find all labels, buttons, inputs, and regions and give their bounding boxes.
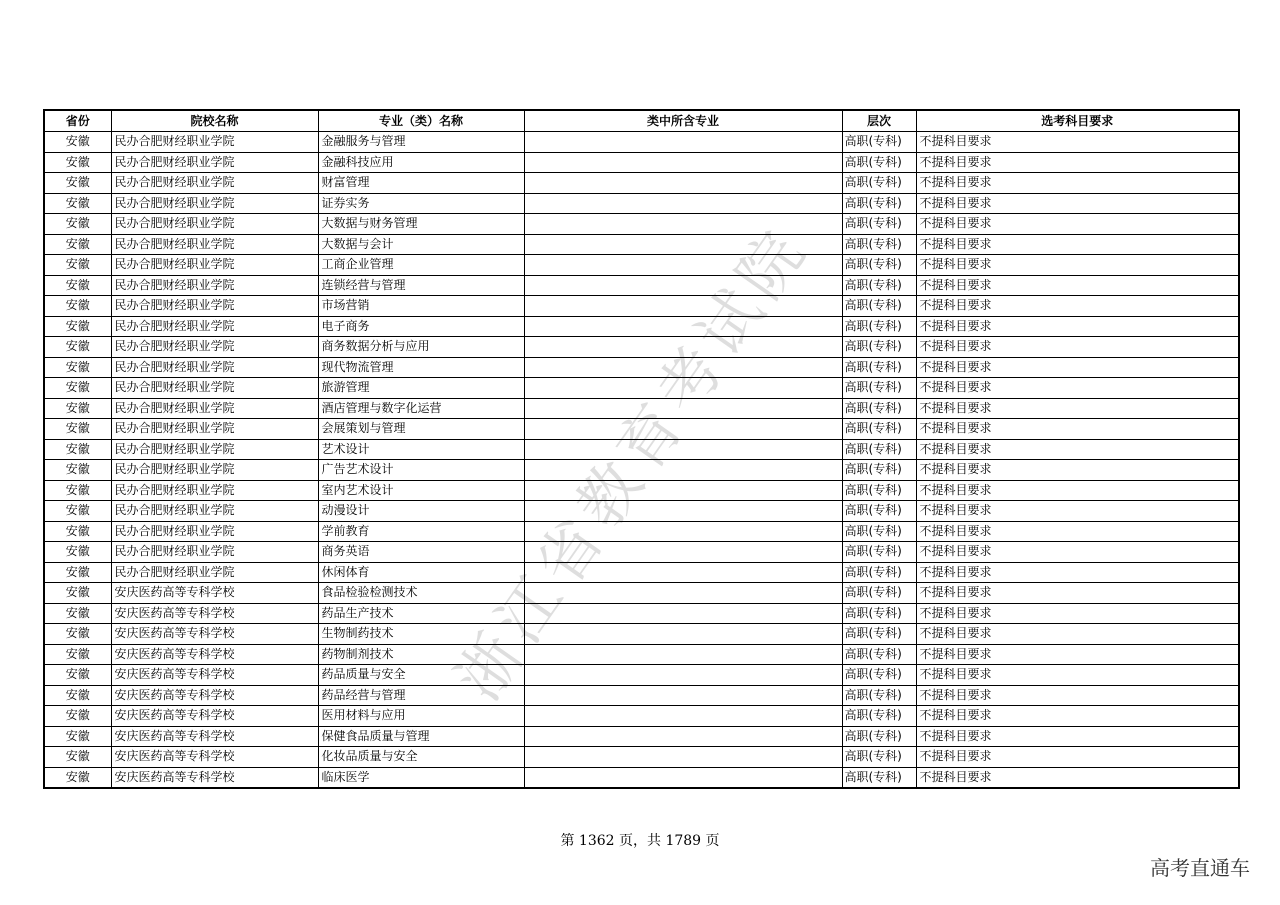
cell-school-name: 民办合肥财经职业学院 — [111, 173, 318, 194]
cell-major-name: 财富管理 — [318, 173, 524, 194]
cell-subject-requirements: 不提科目要求 — [916, 316, 1239, 337]
cell-included-majors — [524, 501, 842, 522]
cell-school-name: 民办合肥财经职业学院 — [111, 521, 318, 542]
page-number: 第 1362 页，共 1789 页 — [560, 833, 720, 849]
cell-province: 安徽 — [44, 378, 111, 399]
table-row — [44, 480, 1239, 501]
cell-subject-requirements: 不提科目要求 — [916, 603, 1239, 624]
cell-major-name: 商务英语 — [318, 542, 524, 563]
cell-school-name: 民办合肥财经职业学院 — [111, 214, 318, 235]
cell-major-name: 金融科技应用 — [318, 152, 524, 173]
cell-province: 安徽 — [44, 357, 111, 378]
table-row — [44, 337, 1239, 358]
cell-major-name: 商务数据分析与应用 — [318, 337, 524, 358]
cell-level: 高职(专科) — [842, 583, 916, 604]
cell-included-majors — [524, 603, 842, 624]
cell-level: 高职(专科) — [842, 706, 916, 727]
cell-included-majors — [524, 214, 842, 235]
header-province: 省份 — [44, 110, 111, 132]
cell-included-majors — [524, 337, 842, 358]
cell-level: 高职(专科) — [842, 419, 916, 440]
cell-subject-requirements: 不提科目要求 — [916, 214, 1239, 235]
cell-school-name: 民办合肥财经职业学院 — [111, 193, 318, 214]
table-row — [44, 439, 1239, 460]
cell-school-name: 民办合肥财经职业学院 — [111, 419, 318, 440]
cell-school-name: 安庆医药高等专科学校 — [111, 665, 318, 686]
table-row — [44, 685, 1239, 706]
cell-level: 高职(专科) — [842, 726, 916, 747]
table-row — [44, 173, 1239, 194]
cell-school-name: 民办合肥财经职业学院 — [111, 234, 318, 255]
cell-level: 高职(专科) — [842, 337, 916, 358]
table-row — [44, 542, 1239, 563]
cell-subject-requirements: 不提科目要求 — [916, 378, 1239, 399]
table-row — [44, 521, 1239, 542]
table-row — [44, 152, 1239, 173]
cell-included-majors — [524, 562, 842, 583]
cell-province: 安徽 — [44, 152, 111, 173]
cell-school-name: 民办合肥财经职业学院 — [111, 562, 318, 583]
cell-level: 高职(专科) — [842, 214, 916, 235]
cell-province: 安徽 — [44, 767, 111, 788]
cell-major-name: 艺术设计 — [318, 439, 524, 460]
cell-major-name: 学前教育 — [318, 521, 524, 542]
table-row — [44, 624, 1239, 645]
cell-school-name: 安庆医药高等专科学校 — [111, 624, 318, 645]
table-row — [44, 234, 1239, 255]
cell-level: 高职(专科) — [842, 357, 916, 378]
table-row — [44, 255, 1239, 276]
cell-school-name: 民办合肥财经职业学院 — [111, 480, 318, 501]
cell-subject-requirements: 不提科目要求 — [916, 624, 1239, 645]
cell-included-majors — [524, 726, 842, 747]
cell-subject-requirements: 不提科目要求 — [916, 706, 1239, 727]
cell-major-name: 连锁经营与管理 — [318, 275, 524, 296]
table-row — [44, 357, 1239, 378]
header-included-majors: 类中所含专业 — [524, 110, 842, 132]
cell-major-name: 药品生产技术 — [318, 603, 524, 624]
cell-major-name: 市场营销 — [318, 296, 524, 317]
cell-level: 高职(专科) — [842, 521, 916, 542]
cell-school-name: 安庆医药高等专科学校 — [111, 644, 318, 665]
cell-major-name: 酒店管理与数字化运营 — [318, 398, 524, 419]
table-row — [44, 706, 1239, 727]
cell-subject-requirements: 不提科目要求 — [916, 398, 1239, 419]
cell-school-name: 安庆医药高等专科学校 — [111, 767, 318, 788]
table-row — [44, 747, 1239, 768]
cell-subject-requirements: 不提科目要求 — [916, 152, 1239, 173]
cell-level: 高职(专科) — [842, 132, 916, 153]
cell-province: 安徽 — [44, 193, 111, 214]
cell-province: 安徽 — [44, 583, 111, 604]
cell-subject-requirements: 不提科目要求 — [916, 726, 1239, 747]
cell-major-name: 金融服务与管理 — [318, 132, 524, 153]
cell-level: 高职(专科) — [842, 173, 916, 194]
cell-level: 高职(专科) — [842, 316, 916, 337]
table-row — [44, 296, 1239, 317]
cell-level: 高职(专科) — [842, 747, 916, 768]
table-row — [44, 316, 1239, 337]
cell-major-name: 休闲体育 — [318, 562, 524, 583]
cell-school-name: 安庆医药高等专科学校 — [111, 603, 318, 624]
table-row — [44, 767, 1239, 788]
cell-subject-requirements: 不提科目要求 — [916, 173, 1239, 194]
table-row — [44, 214, 1239, 235]
cell-province: 安徽 — [44, 275, 111, 296]
cell-included-majors — [524, 542, 842, 563]
cell-included-majors — [524, 644, 842, 665]
cell-included-majors — [524, 460, 842, 481]
cell-subject-requirements: 不提科目要求 — [916, 193, 1239, 214]
cell-subject-requirements: 不提科目要求 — [916, 542, 1239, 563]
cell-school-name: 民办合肥财经职业学院 — [111, 378, 318, 399]
cell-level: 高职(专科) — [842, 378, 916, 399]
cell-major-name: 药品经营与管理 — [318, 685, 524, 706]
cell-province: 安徽 — [44, 542, 111, 563]
cell-subject-requirements: 不提科目要求 — [916, 419, 1239, 440]
cell-major-name: 广告艺术设计 — [318, 460, 524, 481]
cell-major-name: 医用材料与应用 — [318, 706, 524, 727]
cell-province: 安徽 — [44, 398, 111, 419]
cell-province: 安徽 — [44, 234, 111, 255]
table-row — [44, 603, 1239, 624]
cell-province: 安徽 — [44, 173, 111, 194]
cell-subject-requirements: 不提科目要求 — [916, 501, 1239, 522]
table-row — [44, 132, 1239, 153]
cell-province: 安徽 — [44, 316, 111, 337]
cell-level: 高职(专科) — [842, 501, 916, 522]
cell-major-name: 工商企业管理 — [318, 255, 524, 276]
cell-subject-requirements: 不提科目要求 — [916, 132, 1239, 153]
cell-major-name: 化妆品质量与安全 — [318, 747, 524, 768]
cell-province: 安徽 — [44, 726, 111, 747]
cell-subject-requirements: 不提科目要求 — [916, 275, 1239, 296]
cell-included-majors — [524, 583, 842, 604]
cell-school-name: 民办合肥财经职业学院 — [111, 337, 318, 358]
header-level: 层次 — [842, 110, 916, 132]
cell-included-majors — [524, 521, 842, 542]
cell-subject-requirements: 不提科目要求 — [916, 747, 1239, 768]
cell-school-name: 民办合肥财经职业学院 — [111, 501, 318, 522]
table-row — [44, 275, 1239, 296]
cell-level: 高职(专科) — [842, 542, 916, 563]
cell-included-majors — [524, 419, 842, 440]
cell-province: 安徽 — [44, 603, 111, 624]
cell-province: 安徽 — [44, 501, 111, 522]
cell-school-name: 民办合肥财经职业学院 — [111, 460, 318, 481]
cell-included-majors — [524, 480, 842, 501]
cell-major-name: 动漫设计 — [318, 501, 524, 522]
table-row — [44, 378, 1239, 399]
cell-province: 安徽 — [44, 685, 111, 706]
cell-level: 高职(专科) — [842, 193, 916, 214]
cell-level: 高职(专科) — [842, 460, 916, 481]
cell-province: 安徽 — [44, 439, 111, 460]
cell-subject-requirements: 不提科目要求 — [916, 583, 1239, 604]
cell-major-name: 药品质量与安全 — [318, 665, 524, 686]
cell-major-name: 现代物流管理 — [318, 357, 524, 378]
cell-school-name: 民办合肥财经职业学院 — [111, 132, 318, 153]
cell-school-name: 民办合肥财经职业学院 — [111, 439, 318, 460]
cell-province: 安徽 — [44, 480, 111, 501]
cell-included-majors — [524, 275, 842, 296]
cell-level: 高职(专科) — [842, 685, 916, 706]
cell-school-name: 安庆医药高等专科学校 — [111, 726, 318, 747]
cell-subject-requirements: 不提科目要求 — [916, 480, 1239, 501]
table-row — [44, 419, 1239, 440]
cell-included-majors — [524, 193, 842, 214]
cell-major-name: 电子商务 — [318, 316, 524, 337]
cell-level: 高职(专科) — [842, 644, 916, 665]
cell-school-name: 安庆医药高等专科学校 — [111, 583, 318, 604]
cell-included-majors — [524, 685, 842, 706]
cell-province: 安徽 — [44, 747, 111, 768]
header-row — [44, 110, 1239, 132]
cell-level: 高职(专科) — [842, 296, 916, 317]
cell-level: 高职(专科) — [842, 624, 916, 645]
cell-subject-requirements: 不提科目要求 — [916, 562, 1239, 583]
table-row — [44, 398, 1239, 419]
cell-school-name: 安庆医药高等专科学校 — [111, 706, 318, 727]
cell-subject-requirements: 不提科目要求 — [916, 296, 1239, 317]
cell-province: 安徽 — [44, 296, 111, 317]
cell-school-name: 民办合肥财经职业学院 — [111, 542, 318, 563]
cell-province: 安徽 — [44, 460, 111, 481]
cell-subject-requirements: 不提科目要求 — [916, 685, 1239, 706]
cell-school-name: 民办合肥财经职业学院 — [111, 275, 318, 296]
brand-logo-text: 高考直通车 — [1150, 856, 1250, 880]
cell-school-name: 安庆医药高等专科学校 — [111, 747, 318, 768]
table-row — [44, 501, 1239, 522]
cell-major-name: 证券实务 — [318, 193, 524, 214]
table-row — [44, 644, 1239, 665]
cell-province: 安徽 — [44, 706, 111, 727]
cell-included-majors — [524, 173, 842, 194]
cell-province: 安徽 — [44, 214, 111, 235]
cell-included-majors — [524, 316, 842, 337]
cell-school-name: 民办合肥财经职业学院 — [111, 398, 318, 419]
cell-province: 安徽 — [44, 255, 111, 276]
header-major-name: 专业（类）名称 — [318, 110, 524, 132]
cell-included-majors — [524, 665, 842, 686]
table-header — [44, 110, 1239, 132]
cell-major-name: 生物制药技术 — [318, 624, 524, 645]
cell-school-name: 民办合肥财经职业学院 — [111, 255, 318, 276]
cell-included-majors — [524, 624, 842, 645]
cell-subject-requirements: 不提科目要求 — [916, 439, 1239, 460]
cell-included-majors — [524, 132, 842, 153]
cell-subject-requirements: 不提科目要求 — [916, 665, 1239, 686]
cell-included-majors — [524, 378, 842, 399]
cell-major-name: 大数据与财务管理 — [318, 214, 524, 235]
cell-major-name: 室内艺术设计 — [318, 480, 524, 501]
cell-level: 高职(专科) — [842, 439, 916, 460]
cell-subject-requirements: 不提科目要求 — [916, 767, 1239, 788]
cell-province: 安徽 — [44, 337, 111, 358]
cell-school-name: 安庆医药高等专科学校 — [111, 685, 318, 706]
cell-subject-requirements: 不提科目要求 — [916, 357, 1239, 378]
cell-major-name: 药物制剂技术 — [318, 644, 524, 665]
cell-province: 安徽 — [44, 624, 111, 645]
table-row — [44, 193, 1239, 214]
cell-major-name: 大数据与会计 — [318, 234, 524, 255]
cell-school-name: 民办合肥财经职业学院 — [111, 357, 318, 378]
cell-major-name: 临床医学 — [318, 767, 524, 788]
cell-major-name: 会展策划与管理 — [318, 419, 524, 440]
cell-school-name: 民办合肥财经职业学院 — [111, 152, 318, 173]
cell-included-majors — [524, 234, 842, 255]
cell-level: 高职(专科) — [842, 603, 916, 624]
cell-level: 高职(专科) — [842, 665, 916, 686]
cell-level: 高职(专科) — [842, 767, 916, 788]
cell-school-name: 民办合肥财经职业学院 — [111, 316, 318, 337]
cell-level: 高职(专科) — [842, 562, 916, 583]
cell-major-name: 保健食品质量与管理 — [318, 726, 524, 747]
table-row — [44, 665, 1239, 686]
cell-included-majors — [524, 398, 842, 419]
cell-province: 安徽 — [44, 419, 111, 440]
cell-included-majors — [524, 747, 842, 768]
cell-level: 高职(专科) — [842, 255, 916, 276]
cell-level: 高职(专科) — [842, 480, 916, 501]
table-row — [44, 460, 1239, 481]
cell-subject-requirements: 不提科目要求 — [916, 460, 1239, 481]
table-row — [44, 583, 1239, 604]
cell-subject-requirements: 不提科目要求 — [916, 337, 1239, 358]
header-school-name: 院校名称 — [111, 110, 318, 132]
cell-subject-requirements: 不提科目要求 — [916, 234, 1239, 255]
cell-province: 安徽 — [44, 562, 111, 583]
cell-included-majors — [524, 439, 842, 460]
cell-level: 高职(专科) — [842, 152, 916, 173]
table-row — [44, 726, 1239, 747]
cell-province: 安徽 — [44, 132, 111, 153]
cell-major-name: 食品检验检测技术 — [318, 583, 524, 604]
cell-subject-requirements: 不提科目要求 — [916, 521, 1239, 542]
cell-included-majors — [524, 255, 842, 276]
cell-level: 高职(专科) — [842, 398, 916, 419]
cell-subject-requirements: 不提科目要求 — [916, 255, 1239, 276]
header-subject-requirements: 选考科目要求 — [916, 110, 1239, 132]
cell-included-majors — [524, 706, 842, 727]
cell-included-majors — [524, 767, 842, 788]
cell-school-name: 民办合肥财经职业学院 — [111, 296, 318, 317]
cell-included-majors — [524, 152, 842, 173]
cell-included-majors — [524, 296, 842, 317]
cell-included-majors — [524, 357, 842, 378]
cell-province: 安徽 — [44, 521, 111, 542]
table-body — [44, 132, 1239, 789]
admission-requirements-table — [43, 109, 1240, 789]
watermark-text: 浙江省教育考试院 — [441, 212, 823, 714]
cell-province: 安徽 — [44, 644, 111, 665]
table-row — [44, 562, 1239, 583]
cell-province: 安徽 — [44, 665, 111, 686]
cell-level: 高职(专科) — [842, 234, 916, 255]
cell-major-name: 旅游管理 — [318, 378, 524, 399]
cell-subject-requirements: 不提科目要求 — [916, 644, 1239, 665]
cell-level: 高职(专科) — [842, 275, 916, 296]
